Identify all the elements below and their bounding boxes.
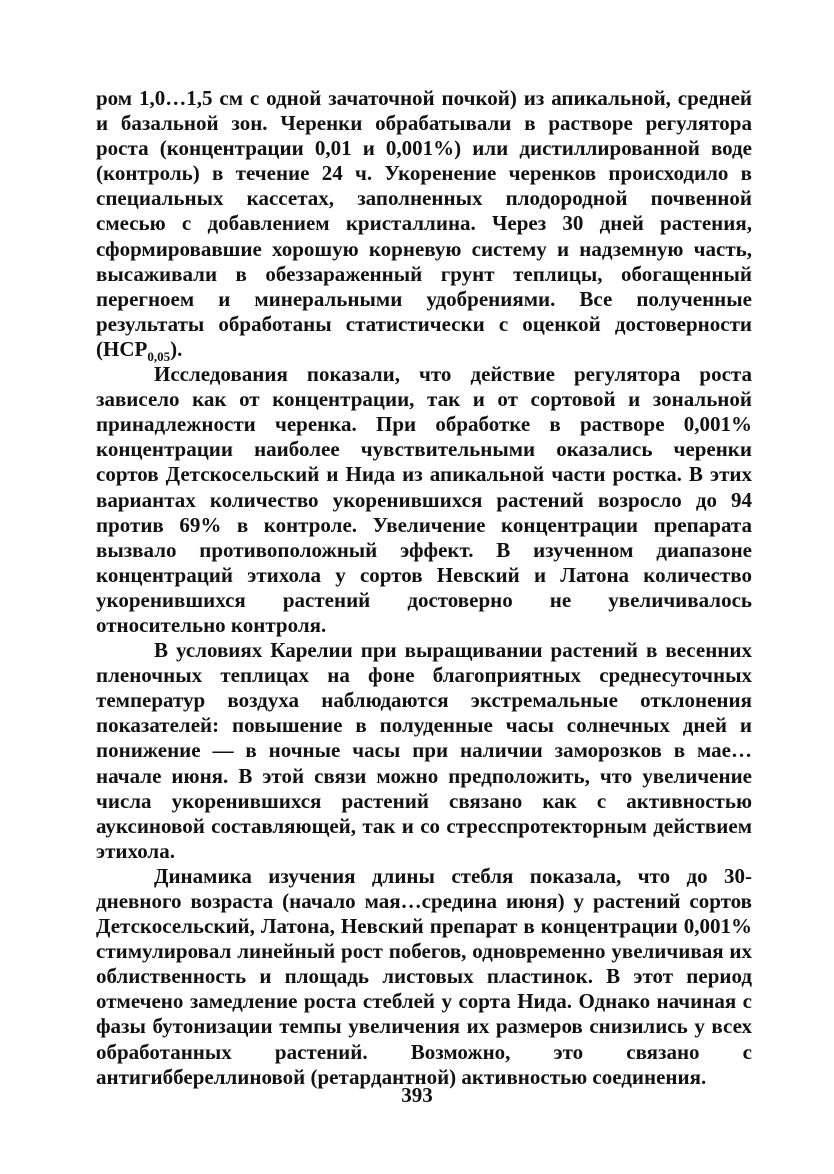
paragraph-1-text: ром 1,0…1,5 см с одной зачаточной почкой) из апикальной, средней и базальной зон. Черенки обрабатывали в растворе регулятора роста (концентрации 0,01 и 0,001%) или дистиллированной воде (контроль) в течение 24 ч. Укоренение черенков происходило в специальных кассетах, заполненных плодородной почвенной смесью с добавлением кристаллина. Через 30 дней растения, сформировавшие хорошую корневую систему и надземную часть, высаживали в обеззараженный грунт теплицы, обогащенный перегноем и минеральными удобрениями. Все полученные результаты обработаны статистически с оценкой достоверности (НСР: [96, 86, 752, 361]
paragraph-1-tail: ).: [170, 336, 183, 361]
paragraph-1: [96, 86, 752, 365]
paragraph-3: В условиях Карелии при выращивании растений в весенних пленочных теплицах на фоне благоприятных среднесуточных температур воздуха наблюдаются экстремальные отклонения показателей: повышение в полуденные часы солнечных дней и понижение — в ночные часы при наличии заморозков в мае…начале июня. В этой связи можно предположить, что увеличение числа укоренившихся растений связано как с активностью ауксиновой составляющей, так и со стресспротекторным действием этихола.: [96, 638, 752, 863]
paragraph-2: Исследования показали, что действие регулятора роста зависело как от концентрации, так и от сортовой и зональной принадлежности черенка. При обработке в растворе 0,001% концентрации наиболее чувствительными оказались черенки сортов Детскосельский и Нида из апикальной части ростка. В этих вариантах количество укоренившихся растений возросло до 94 против 69% в контроле. Увеличение концентрации препарата вызвало противоположный эффект. В изученном диапазоне концентраций этихола у сортов Невский и Латона количество укоренившихся растений достоверно не увеличивалось относительно контроля.: [96, 362, 752, 637]
paragraph-4: Динамика изучения длины стебля показала, что до 30-дневного возраста (начало мая…средина июня) у растений сортов Детскосельский, Латона, Невский препарат в концентрации 0,001% стимулировал линейный рост побегов, одновременно увеличивая их облиственность и площадь листовых пластинок. В этот период отмечено замедление роста стеблей у сорта Нида. Однако начиная с фазы бутонизации темпы увеличения их размеров снизились у всех обработанных растений. Возможно, это связано с антигиббереллиновой (ретардантной) активностью соединения.: [96, 863, 752, 1089]
page-number: 393: [401, 1083, 433, 1107]
page-body: [96, 86, 752, 1090]
hcp-subscript: 0,05: [147, 349, 171, 365]
